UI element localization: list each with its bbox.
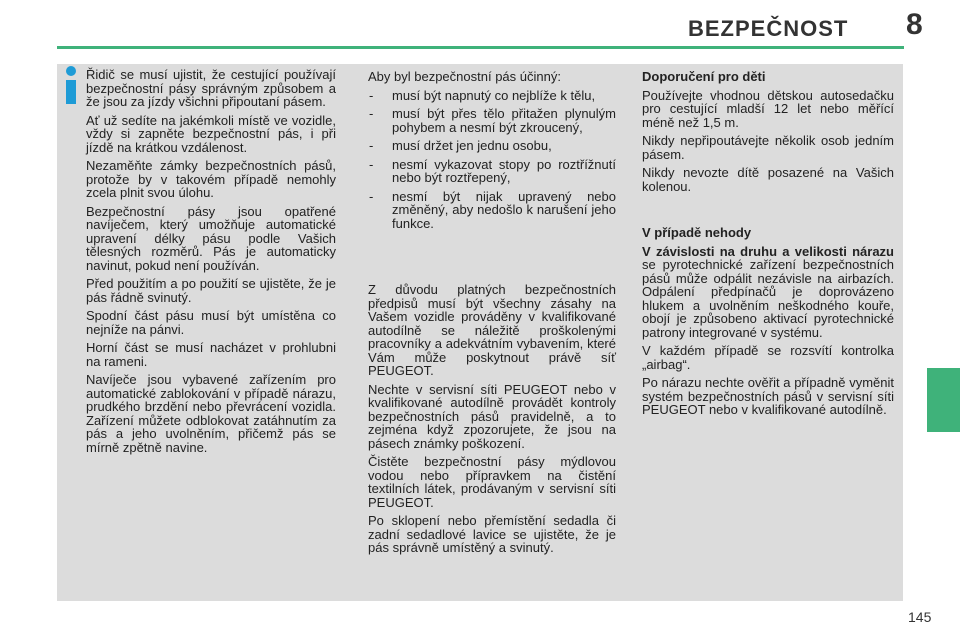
paragraph: Řidič se musí ujistit, že cestující používají bezpečnostní pásy správným způsobem a že jsou za jízdy všichni připoutaní pásem. [86, 67, 336, 109]
paragraph: Před použitím a po použití se ujistěte, že je pás řádně svinutý. [86, 276, 336, 305]
column-seatbelt-usage [86, 68, 336, 459]
paragraph: Používejte vhodnou dětskou autosedačku pro cestující mladší 12 let nebo měřící méně než 1,5 m. [642, 87, 894, 130]
column-children-accident [642, 70, 894, 422]
header-divider [57, 46, 904, 49]
paragraph: Nechte v servisní síti PEUGEOT nebo v kvalifikované autodílně provádět kontroly bezpečnostních pásů pravidelně, a to zejména když zpozorujete, že jsou na pásech známky poškození. [368, 381, 616, 451]
paragraph: Nikdy nevozte dítě posazené na Vašich kolenou. [642, 165, 894, 194]
paragraph: Horní část se musí nacházet v prohlubni na rameni. [86, 340, 336, 369]
list-item: - musí být přes tělo přitažen plynulým pohybem a nesmí být zkroucený, [368, 107, 616, 134]
list-item: - musí držet jen jednu osobu, [368, 139, 616, 153]
spacer [642, 198, 894, 226]
section-heading-children: Doporučení pro děti [642, 69, 766, 84]
section-heading-accident: V případě nehody [642, 225, 752, 240]
paragraph: Nezaměňte zámky bezpečnostních pásů, protože by v takovém případě nemohly zcela plnit svou úlohu. [86, 158, 336, 200]
paragraph: Spodní část pásu musí být umístěna co nejníže na pánvi. [86, 308, 336, 337]
spacer [368, 235, 616, 283]
info-icon [64, 66, 78, 106]
paragraph: Po sklopení nebo přemístění sedadla či zadní sedadlové lavice se ujistěte, že je pás správně umístěný a svinutý. [368, 513, 616, 555]
requirements-list [368, 89, 616, 231]
paragraph [642, 245, 894, 340]
paragraph-text: se pyrotechnické zařízení bezpečnostních pásů může odpálit nezávisle na airbazích. Odpálení předpínačů je doprovázeno hlukem a uvolněním neškodného kouře, obojí je způsobeno aktivací pyrotechnické patrony integrované v systému. [642, 257, 894, 340]
list-item: - musí být napnutý co nejblíže k tělu, [368, 89, 616, 103]
paragraph: Čistěte bezpečnostní pásy mýdlovou vodou nebo přípravkem na čistění textilních látek, prodávaným v servisní síti PEUGEOT. [368, 454, 616, 510]
chapter-number: 8 [906, 8, 923, 41]
page-number: 145 [908, 609, 932, 625]
paragraph: Po nárazu nechte ověřit a případně vyměnit systém bezpečnostních pásů v servisní síti PEUGEOT nebo v kvalifikované autodílně. [642, 375, 894, 417]
paragraph: Navíječe jsou vybavené zařízením pro automatické zablokování v případě nárazu, prudkého brzdění nebo převrácení vozidla. Zařízení můžete odblokovat zatáhnutím za pás a jeho uvolněním, přičemž pás se mírně zpětně navine. [86, 372, 336, 455]
paragraph: V každém případě se rozsvítí kontrolka „airbag“. [642, 343, 894, 372]
info-icon-bar [66, 80, 76, 104]
column-seatbelt-effectiveness [368, 70, 616, 560]
chapter-tab [927, 368, 960, 432]
paragraph: Ať už sedíte na jakémkoli místě ve vozidle, vždy si zapněte bezpečnostní pás, i při jízdě na krátkou vzdálenost. [86, 112, 336, 155]
list-item: - nesmí být nijak upravený nebo změněný, aby nedošlo k narušení jeho funkce. [368, 190, 616, 231]
paragraph: Bezpečnostní pásy jsou opatřené navíječem, který umožňuje automatické upravení délky pásu podle Vašich tělesných rozměrů. Pás je automaticky navinut, pokud není používán. [86, 203, 336, 273]
list-intro: Aby byl bezpečnostní pás účinný: [368, 69, 561, 84]
paragraph: Nikdy nepřipoutávejte několik osob jedním pásem. [642, 133, 894, 162]
page-title: BEZPEČNOST [688, 16, 849, 41]
info-icon-dot [66, 66, 76, 76]
list-item: - nesmí vykazovat stopy po roztřížnutí nebo být roztřepený, [368, 158, 616, 185]
paragraph: Z důvodu platných bezpečnostních předpisů musí být všechny zásahy na Vašem vozidle prováděny v kvalifikované autodílně se náležitě proškolenými pracovníky a adekvátním vybavením, které Vám může poskytnout právě síť PEUGEOT. [368, 282, 616, 378]
emphasis: V závislosti na druhu a velikosti nárazu [642, 243, 894, 259]
